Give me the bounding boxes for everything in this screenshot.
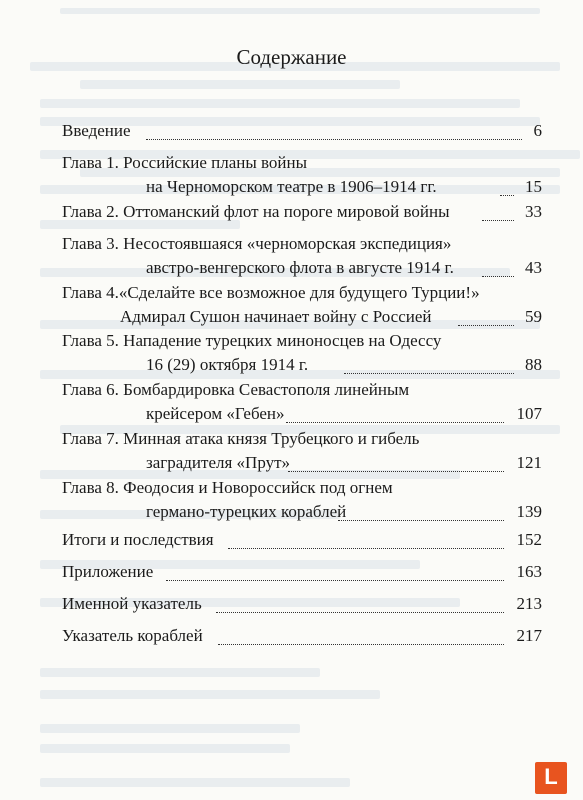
toc-entry-title: Глава 4.«Сделайте все возможное для будущего Турции!» <box>62 283 480 302</box>
toc-entry[interactable] <box>62 530 542 554</box>
toc-page-number: 213 <box>516 594 542 613</box>
toc-page-number: 139 <box>516 502 542 521</box>
toc-entry-subtitle: Адмирал Сушон начинает войну с Россией <box>120 307 432 326</box>
toc-entry[interactable] <box>62 153 542 201</box>
toc-entry-title: Указатель кораблей <box>62 626 203 645</box>
toc-page-number: 59 <box>525 307 542 326</box>
toc-entry[interactable] <box>62 234 542 282</box>
toc-entry[interactable] <box>62 380 542 428</box>
toc-entry[interactable] <box>62 283 542 331</box>
toc-entry-title: Глава 5. Нападение турецких миноносцев на Одессу <box>62 331 442 350</box>
toc-entry-title: Итоги и последствия <box>62 530 214 549</box>
dot-leader <box>482 220 514 221</box>
toc-page-number: 121 <box>516 453 542 472</box>
dot-leader <box>286 422 504 423</box>
toc-entry[interactable] <box>62 331 542 379</box>
dot-leader <box>216 612 504 613</box>
toc-page-number: 15 <box>525 177 542 196</box>
toc-entry-title: Глава 2. Оттоманский флот на пороге мировой войны <box>62 202 450 221</box>
toc-entry-title: Глава 1. Российские планы войны <box>62 153 308 172</box>
dot-leader <box>218 644 504 645</box>
toc-entry-title: Глава 7. Минная атака князя Трубецкого и гибель <box>62 429 420 448</box>
toc-entry-title: Глава 3. Несостоявшаяся «черноморская экспедиция» <box>62 234 452 253</box>
dot-leader <box>288 471 504 472</box>
toc-page-number: 6 <box>533 121 542 140</box>
toc-entry-title: Введение <box>62 121 131 140</box>
toc-entry-subtitle: 16 (29) октября 1914 г. <box>146 355 309 374</box>
toc-page-number: 33 <box>525 202 542 221</box>
toc-entry[interactable] <box>62 594 542 618</box>
toc-entry-subtitle: крейсером «Гебен» <box>146 404 285 423</box>
toc-entry-title: Именной указатель <box>62 594 202 613</box>
toc-entry-subtitle: заградителя «Прут» <box>146 453 291 472</box>
toc-page-number: 107 <box>516 404 542 423</box>
toc-entry-subtitle: германо-турецких кораблей <box>146 502 347 521</box>
toc-entry-title: Приложение <box>62 562 154 581</box>
dot-leader <box>166 580 504 581</box>
toc-entry[interactable] <box>62 429 542 477</box>
dot-leader <box>228 548 504 549</box>
toc-entry[interactable] <box>62 202 542 226</box>
toc-entry[interactable] <box>62 121 542 145</box>
toc-page-number: 163 <box>516 562 542 581</box>
toc-entry-subtitle: на Черноморском театре в 1906–1914 гг. <box>146 177 437 196</box>
toc-entry[interactable] <box>62 562 542 586</box>
dot-leader <box>458 325 514 326</box>
toc-page-number: 43 <box>525 258 542 277</box>
toc-page-number: 217 <box>516 626 542 645</box>
toc-entry[interactable] <box>62 626 542 650</box>
dot-leader <box>146 139 522 140</box>
dot-leader <box>482 276 514 277</box>
toc-entry-title: Глава 6. Бомбардировка Севастополя линейным <box>62 380 410 399</box>
dot-leader <box>500 195 514 196</box>
toc-page-number: 152 <box>516 530 542 549</box>
toc-entry-subtitle: австро-венгерского флота в августе 1914 г. <box>146 258 454 277</box>
toc-entry-title: Глава 8. Феодосия и Новороссийск под огнем <box>62 478 393 497</box>
toc-entry[interactable] <box>62 478 542 526</box>
publisher-logo[interactable] <box>535 762 567 794</box>
logo-letter: L <box>544 764 558 789</box>
toc-page-number: 88 <box>525 355 542 374</box>
page-title: Содержание <box>236 45 347 69</box>
dot-leader <box>338 520 504 521</box>
dot-leader <box>344 373 514 374</box>
